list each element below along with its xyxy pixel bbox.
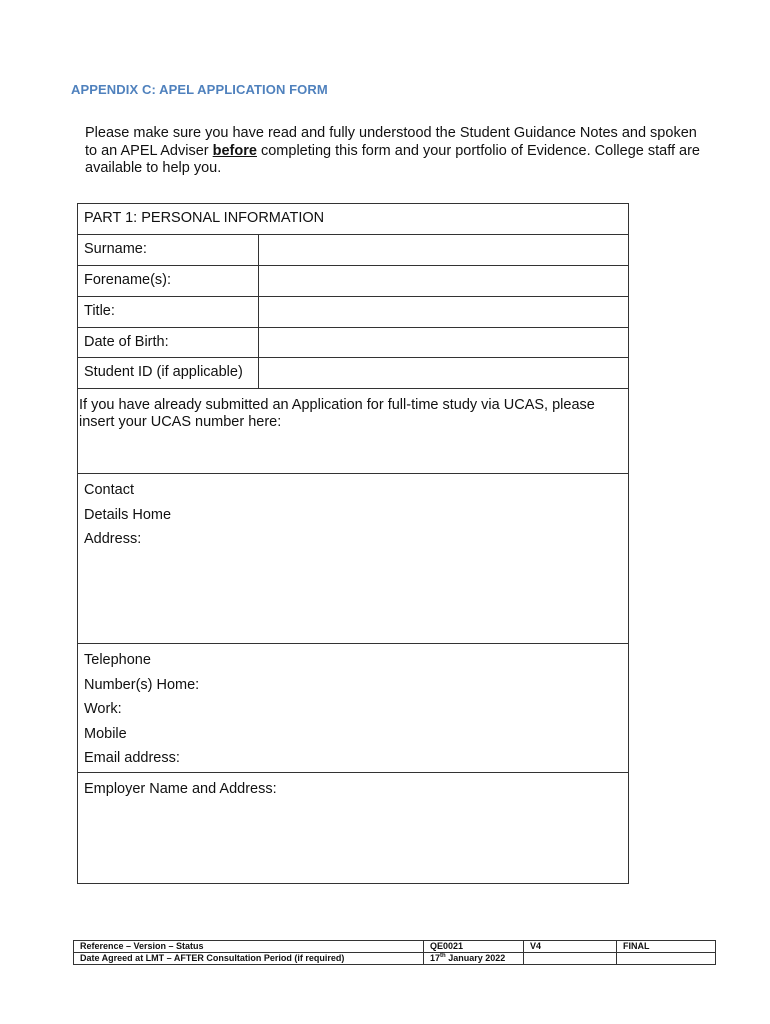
contact-label-line: Contact bbox=[84, 482, 134, 498]
surname-input[interactable] bbox=[259, 235, 628, 265]
footer-empty-cell-2 bbox=[617, 953, 716, 965]
footer-date-suffix: th bbox=[440, 953, 446, 959]
title-row bbox=[78, 297, 628, 328]
footer-date-value bbox=[424, 953, 524, 965]
footer-status: FINAL bbox=[617, 941, 716, 953]
surname-label: Surname: bbox=[78, 235, 259, 265]
footer-date-label: Date Agreed at LMT – AFTER Consultation Period (if required) bbox=[74, 953, 424, 965]
surname-row bbox=[78, 235, 628, 266]
ucas-prompt: If you have already submitted an Application for full-time study via UCAS, please insert your UCAS number here: bbox=[79, 397, 595, 430]
part-title: PART 1: PERSONAL INFORMATION bbox=[84, 210, 325, 226]
telephone-work-line: Work: bbox=[84, 701, 122, 717]
student-id-label: Student ID (if applicable) bbox=[78, 358, 259, 388]
contact-details-line: Details Home bbox=[84, 506, 172, 523]
footer-row-date bbox=[74, 953, 716, 965]
forename-label: Forename(s): bbox=[78, 266, 259, 296]
date-of-birth-input[interactable] bbox=[259, 328, 628, 357]
contact-address-row[interactable] bbox=[78, 474, 628, 644]
telephone-row[interactable] bbox=[78, 644, 628, 773]
forename-input[interactable] bbox=[259, 266, 628, 296]
document-footer-table bbox=[73, 940, 716, 965]
intro-emphasis: before bbox=[212, 142, 257, 159]
email-address-line: Email address: bbox=[84, 750, 180, 766]
footer-reference-code: QE0021 bbox=[424, 941, 524, 953]
telephone-label-line: Telephone bbox=[84, 652, 151, 668]
ucas-row[interactable] bbox=[78, 389, 628, 474]
employer-row[interactable] bbox=[78, 773, 628, 883]
intro-paragraph bbox=[85, 125, 705, 178]
footer-version: V4 bbox=[524, 941, 617, 953]
personal-information-form bbox=[77, 203, 629, 884]
student-id-input[interactable] bbox=[259, 358, 628, 388]
page-heading: APPENDIX C: APEL APPLICATION FORM bbox=[71, 82, 328, 97]
intro-text-end: completing this form and your portfolio of Evidence. College staff are available to help you. bbox=[85, 142, 700, 176]
telephone-home-line: Number(s) Home: bbox=[84, 676, 200, 693]
intro-text-start: Please make sure you have read and fully understood the Student Guidance Notes and spoken to an APEL Adviser bbox=[85, 125, 697, 159]
employer-label: Employer Name and Address: bbox=[84, 781, 277, 797]
date-of-birth-label: Date of Birth: bbox=[78, 328, 259, 357]
title-label: Title: bbox=[78, 297, 259, 327]
footer-row-reference bbox=[74, 941, 716, 953]
date-of-birth-row bbox=[78, 328, 628, 358]
footer-reference-label: Reference – Version – Status bbox=[74, 941, 424, 953]
student-id-row bbox=[78, 358, 628, 389]
title-input[interactable] bbox=[259, 297, 628, 327]
footer-date-day: 17 bbox=[430, 953, 441, 963]
footer-date-rest: January 2022 bbox=[445, 953, 506, 963]
telephone-mobile-line: Mobile bbox=[84, 725, 127, 742]
part-title-row bbox=[78, 204, 628, 235]
footer-empty-cell-1 bbox=[524, 953, 617, 965]
forename-row bbox=[78, 266, 628, 297]
contact-address-line: Address: bbox=[84, 531, 142, 547]
